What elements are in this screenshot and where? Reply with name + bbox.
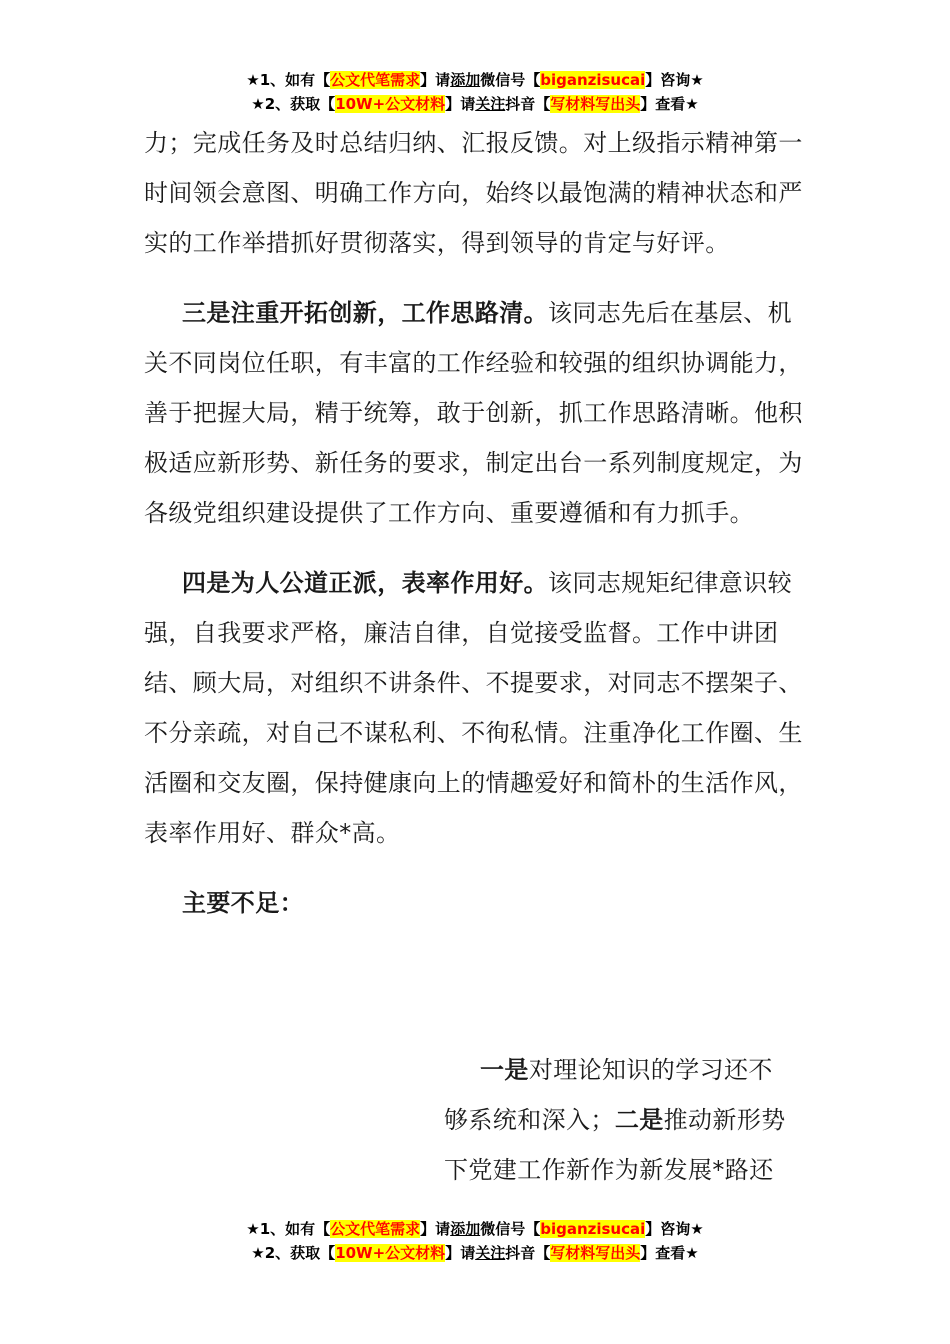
banner-underline: 添加 xyxy=(450,71,481,89)
banner-text: 】请 xyxy=(445,95,476,113)
banner-text: ★2、获取【 xyxy=(251,95,336,113)
paragraph-heading: 四是为人公道正派，表率作用好。 xyxy=(182,569,548,597)
banner-text: 】咨询★ xyxy=(645,1220,704,1238)
paragraph-text: 该同志先后在基层、机关不同岗位任职，有丰富的工作经验和较强的组织协调能力，善于把握大局，精于统筹，敢于创新，抓工作思路清晰。他积极适应新形势、新任务的要求，制定出台一系列制度规定，为各级党组织建设提供了工作方向、重要遵循和有力抓手。 xyxy=(144,299,803,527)
banner-text: 微信号【 xyxy=(480,71,541,89)
banner-text: ★1、如有【 xyxy=(246,1220,331,1238)
shortcoming-text: 推动新形势 xyxy=(663,1106,786,1134)
banner-text: ★1、如有【 xyxy=(246,71,331,89)
shortcoming-label: 一是 xyxy=(480,1056,529,1084)
shortcoming-label: 二是 xyxy=(614,1106,664,1134)
banner-line-2 xyxy=(0,1241,950,1265)
wechat-id: biganzisucai xyxy=(540,71,646,89)
document-body xyxy=(144,118,809,928)
banner-text: 】查看★ xyxy=(640,95,699,113)
banner-highlight: 10W+公文材料 xyxy=(335,95,446,113)
shortcoming-text: 够系统和深入； xyxy=(444,1106,615,1134)
shortcoming-text: 下党建工作新作为新发展*路还 xyxy=(444,1156,774,1184)
header-banner xyxy=(0,68,950,116)
banner-text: 】查看★ xyxy=(640,1244,699,1262)
section-heading: 主要不足： xyxy=(182,889,304,917)
shortcomings-heading xyxy=(144,878,809,928)
banner-line-2 xyxy=(0,92,950,116)
banner-text: 】请 xyxy=(445,1244,476,1262)
banner-line-1 xyxy=(0,68,950,92)
wechat-id: biganzisucai xyxy=(540,1220,646,1238)
banner-highlight: 10W+公文材料 xyxy=(335,1244,446,1262)
paragraph-heading: 三是注重开拓创新，工作思路清。 xyxy=(182,299,548,327)
banner-highlight: 公文代笔需求 xyxy=(330,1220,421,1238)
paragraph-integrity xyxy=(144,558,809,858)
shortcoming-line-3 xyxy=(444,1145,814,1195)
banner-underline: 添加 xyxy=(450,1220,481,1238)
banner-highlight: 公文代笔需求 xyxy=(330,71,421,89)
banner-underline: 关注 xyxy=(475,1244,506,1262)
banner-text: 】咨询★ xyxy=(645,71,704,89)
banner-text: 】请 xyxy=(420,1220,451,1238)
paragraph-innovation xyxy=(144,288,809,538)
banner-text: 抖音【 xyxy=(505,95,551,113)
shortcoming-text: 对理论知识的学习还不 xyxy=(528,1056,773,1084)
shortcoming-line-1 xyxy=(444,1045,814,1095)
banner-text: 】请 xyxy=(420,71,451,89)
douyin-account: 写材料写出头 xyxy=(550,1244,641,1262)
banner-text: ★2、获取【 xyxy=(251,1244,336,1262)
shortcomings-text xyxy=(444,1045,814,1195)
footer-banner xyxy=(0,1217,950,1265)
paragraph-text: 该同志规矩纪律意识较强，自我要求严格，廉洁自律，自觉接受监督。工作中讲团结、顾大局，对组织不讲条件、不提要求，对同志不摆架子、不分亲疏，对自己不谋私利、不徇私情。注重净化工作圈、生活圈和交友圈，保持健康向上的情趣爱好和简朴的生活作风，表率作用好、群众*高。 xyxy=(144,569,803,847)
douyin-account: 写材料写出头 xyxy=(550,95,641,113)
paragraph-continuation: 力；完成任务及时总结归纳、汇报反馈。对上级指示精神第一时间领会意图、明确工作方向，始终以最饱满的精神状态和严实的工作举措抓好贯彻落实，得到领导的肯定与好评。 xyxy=(144,129,803,257)
banner-text: 抖音【 xyxy=(505,1244,551,1262)
banner-text: 微信号【 xyxy=(480,1220,541,1238)
banner-line-1 xyxy=(0,1217,950,1241)
banner-underline: 关注 xyxy=(475,95,506,113)
shortcoming-line-2 xyxy=(444,1095,814,1145)
